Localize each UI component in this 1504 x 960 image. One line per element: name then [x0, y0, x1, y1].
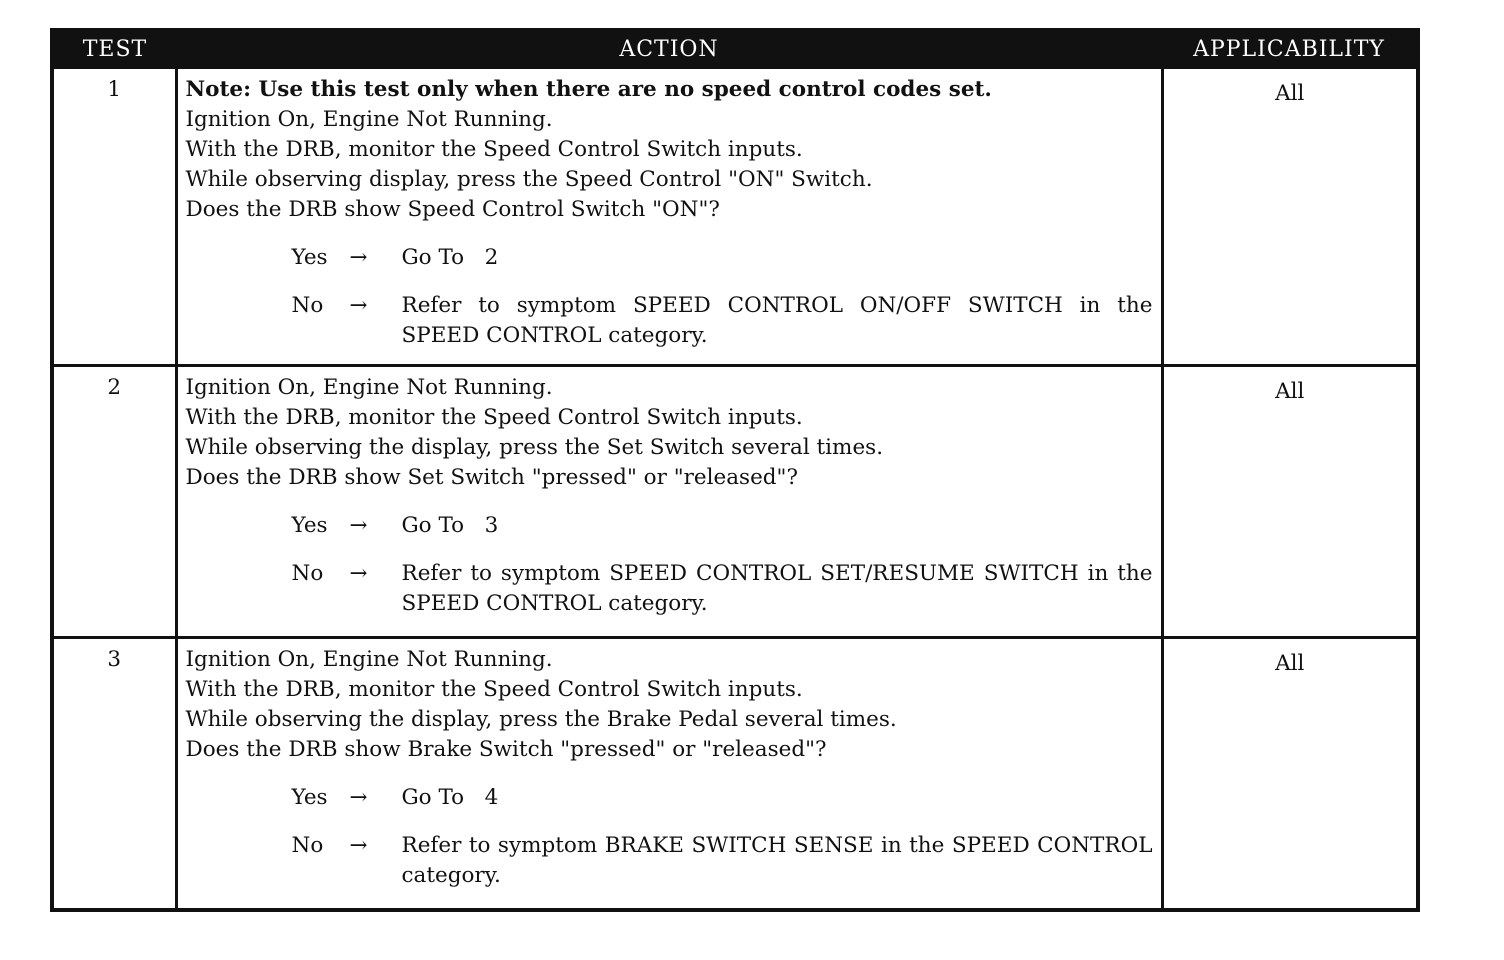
- action-cell: [176, 638, 1162, 910]
- yes-branch: [292, 783, 1153, 813]
- yes-result: Go To 2: [401, 245, 499, 270]
- test-number: 3: [52, 638, 176, 910]
- yes-branch: [292, 511, 1153, 541]
- test-number: 2: [52, 366, 176, 638]
- header-applicability: APPLICABILITY: [1162, 30, 1418, 68]
- action-step: Ignition On, Engine Not Running.: [185, 375, 553, 400]
- action-step: Does the DRB show Speed Control Switch "ON"?: [185, 197, 720, 222]
- action-step: Does the DRB show Set Switch "pressed" or "released"?: [185, 465, 798, 490]
- no-branch: [292, 559, 1153, 619]
- yes-result: Go To 3: [401, 513, 499, 538]
- table-row: [52, 68, 1418, 366]
- table-row: [52, 638, 1418, 910]
- header-test: TEST: [52, 30, 176, 68]
- no-result: Refer to symptom SPEED CONTROL ON/OFF SWITCH in the SPEED CONTROL category.: [401, 293, 1153, 348]
- action-cell: [176, 366, 1162, 638]
- no-label: No: [291, 293, 324, 318]
- action-step: Ignition On, Engine Not Running.: [185, 647, 553, 672]
- yes-branch: [292, 243, 1153, 273]
- applicability-value: All: [1162, 68, 1418, 366]
- action-step: With the DRB, monitor the Speed Control Switch inputs.: [185, 677, 803, 702]
- applicability-value: All: [1162, 366, 1418, 638]
- arrow-icon: →: [349, 785, 368, 810]
- yes-label: Yes: [291, 245, 328, 270]
- action-step: With the DRB, monitor the Speed Control Switch inputs.: [185, 405, 803, 430]
- no-label: No: [291, 561, 324, 586]
- test-number: 1: [52, 68, 176, 366]
- action-step: While observing the display, press the Brake Pedal several times.: [185, 707, 897, 732]
- applicability-value: All: [1162, 638, 1418, 910]
- action-step: While observing display, press the Speed Control "ON" Switch.: [185, 167, 873, 192]
- arrow-icon: →: [349, 833, 368, 858]
- arrow-icon: →: [349, 513, 368, 538]
- action-step: Ignition On, Engine Not Running.: [185, 107, 553, 132]
- action-step: Does the DRB show Brake Switch "pressed" or "released"?: [185, 737, 827, 762]
- action-step: With the DRB, monitor the Speed Control Switch inputs.: [185, 137, 803, 162]
- header-action: ACTION: [176, 30, 1162, 68]
- yes-label: Yes: [291, 785, 328, 810]
- table-row: [52, 366, 1418, 638]
- diagnostic-test-table: [50, 28, 1420, 912]
- action-cell: [176, 68, 1162, 366]
- action-step: While observing the display, press the Set Switch several times.: [185, 435, 884, 460]
- table-header-row: [52, 30, 1418, 68]
- arrow-icon: →: [349, 245, 368, 270]
- yes-result: Go To 4: [401, 785, 499, 810]
- no-label: No: [291, 833, 324, 858]
- no-branch: [292, 291, 1153, 351]
- arrow-icon: →: [349, 293, 368, 318]
- no-result: Refer to symptom SPEED CONTROL SET/RESUME SWITCH in the SPEED CONTROL category.: [401, 561, 1153, 616]
- test-note: Note: Use this test only when there are no speed control codes set.: [185, 77, 992, 102]
- yes-label: Yes: [291, 513, 328, 538]
- arrow-icon: →: [349, 561, 368, 586]
- no-result: Refer to symptom BRAKE SWITCH SENSE in the SPEED CONTROL category.: [401, 833, 1153, 888]
- no-branch: [292, 831, 1153, 891]
